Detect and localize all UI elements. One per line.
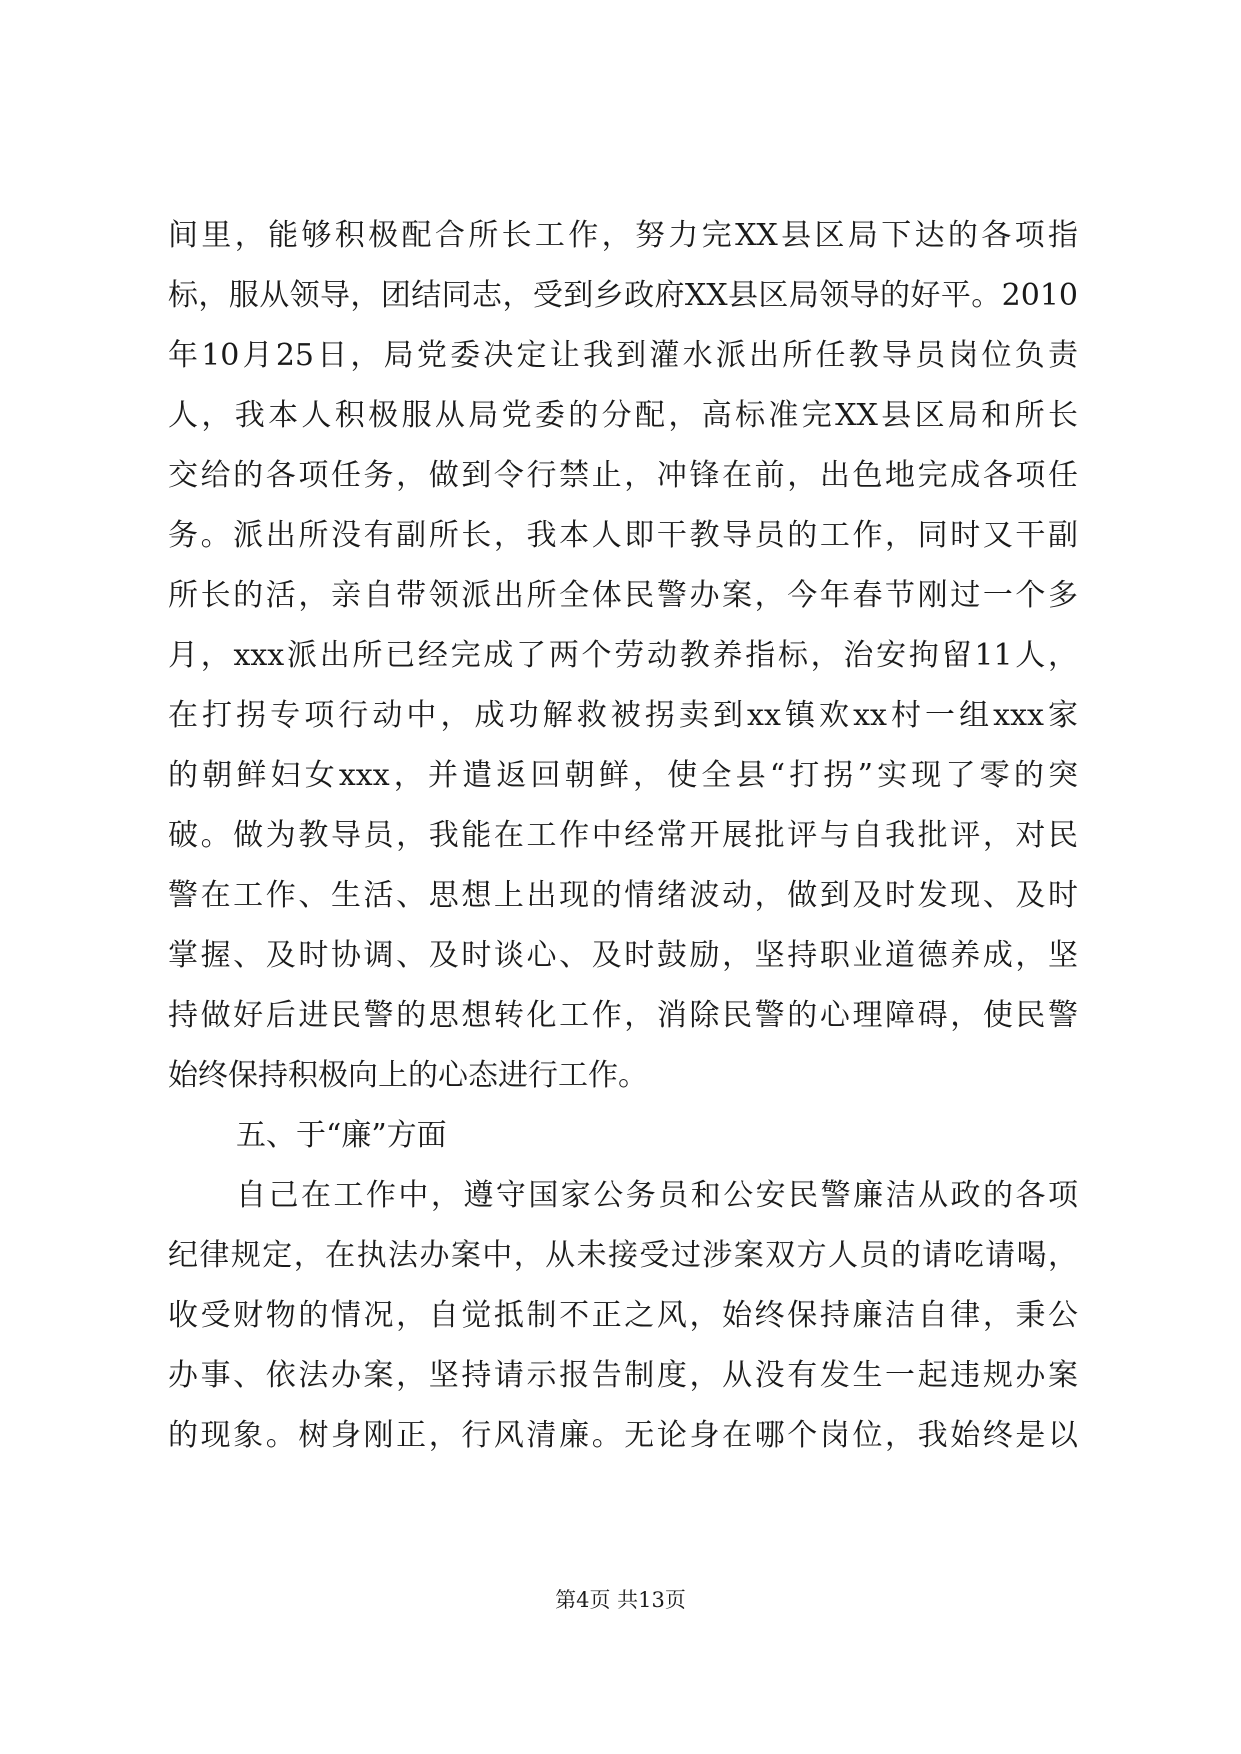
text-line: 间里，能够积极配合所长工作，努力完XX县区局下达的各项指 bbox=[168, 218, 1078, 253]
section-heading: 五、于“廉”方面 bbox=[236, 1118, 447, 1153]
text-line: 的朝鲜妇女xxx，并遣返回朝鲜，使全县“打拐”实现了零的突 bbox=[168, 758, 1078, 793]
text-line: 务。派出所没有副所长，我本人即干教导员的工作，同时又干副 bbox=[168, 518, 1078, 553]
text-line: 持做好后进民警的思想转化工作，消除民警的心理障碍，使民警 bbox=[168, 998, 1078, 1033]
text-line: 年10月25日，局党委决定让我到灌水派出所任教导员岗位负责 bbox=[168, 338, 1078, 373]
text-line: 收受财物的情况，自觉抵制不正之风，始终保持廉洁自律，秉公 bbox=[168, 1298, 1078, 1333]
text-line: 自己在工作中，遵守国家公务员和公安民警廉洁从政的各项 bbox=[236, 1178, 1078, 1213]
text-line: 的现象。树身刚正，行风清廉。无论身在哪个岗位，我始终是以 bbox=[168, 1418, 1078, 1453]
text-line: 所长的活，亲自带领派出所全体民警办案，今年春节刚过一个多 bbox=[168, 578, 1078, 613]
text-line: 破。做为教导员，我能在工作中经常开展批评与自我批评，对民 bbox=[168, 818, 1078, 853]
text-line: 办事、依法办案，坚持请示报告制度，从没有发生一起违规办案 bbox=[168, 1358, 1078, 1393]
text-line: 人，我本人积极服从局党委的分配，高标准完XX县区局和所长 bbox=[168, 398, 1078, 433]
text-line: 始终保持积极向上的心态进行工作。 bbox=[168, 1058, 648, 1093]
text-line: 掌握、及时协调、及时谈心、及时鼓励，坚持职业道德养成，坚 bbox=[168, 938, 1078, 973]
text-line: 警在工作、生活、思想上出现的情绪波动，做到及时发现、及时 bbox=[168, 878, 1078, 913]
text-line: 纪律规定，在执法办案中，从未接受过涉案双方人员的请吃请喝， bbox=[168, 1238, 1078, 1273]
text-line: 标，服从领导，团结同志，受到乡政府XX县区局领导的好平。2010 bbox=[168, 278, 1078, 313]
text-line: 月，xxx派出所已经完成了两个劳动教养指标，治安拘留11人， bbox=[168, 638, 1078, 673]
document-body bbox=[168, 206, 1078, 1466]
text-line: 在打拐专项行动中，成功解救被拐卖到xx镇欢xx村一组xxx家 bbox=[168, 698, 1078, 733]
text-line: 交给的各项任务，做到令行禁止，冲锋在前，出色地完成各项任 bbox=[168, 458, 1078, 493]
page-number-footer: 第4页 共13页 bbox=[555, 1588, 686, 1612]
